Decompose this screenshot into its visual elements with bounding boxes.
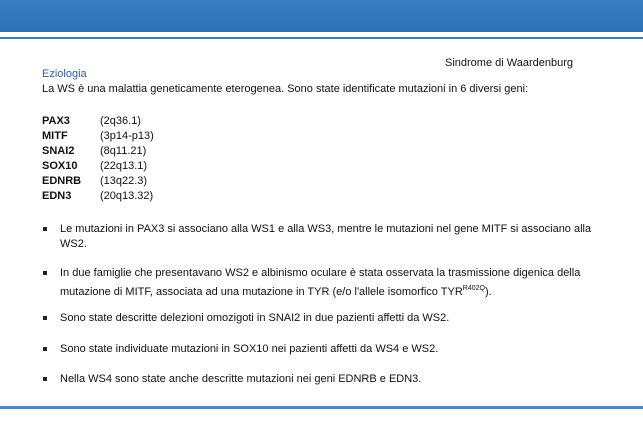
bullet-text: In due famiglie che presentavano WS2 e albinismo oculare è stata osservata la trasmissione digenica della mutazione di MITF, associata ad una mutazione in TYR (e/o l'allele isomorfico TYR [60,267,581,298]
header-divider [0,37,643,39]
bullet-item: Nella WS4 sono state anche descritte mutazioni nei geni EDNRB e EDN3. [42,372,421,387]
gene-row [42,189,154,204]
gene-name: EDNRB [42,175,82,188]
gene-row [42,129,154,144]
gene-locus: (8q11.21) [100,145,147,158]
gene-locus: (3p14-p13) [100,130,154,143]
slide-title: Sindrome di Waardenburg [445,57,573,69]
bullet-item: Sono state descritte delezioni omozigoti in SNAI2 in due pazienti affetti da WS2. [42,311,449,326]
gene-locus: (13q22.3) [100,175,148,188]
bullet-item [42,266,602,300]
gene-locus: (22q13.1) [100,160,148,173]
gene-row [42,174,154,189]
section-heading: Eziologia [42,68,87,80]
gene-name: SNAI2 [42,145,75,158]
gene-name: EDN3 [42,190,72,203]
footer-divider [0,406,643,409]
bullet-item: Le mutazioni in PAX3 si associano alla WS1 e alla WS3, mentre le mutazioni nel gene MITF si associano alla WS2. [42,222,602,252]
gene-row [42,114,154,129]
gene-list [42,114,154,205]
header-bar [0,0,643,32]
intro-text: La WS è una malattia geneticamente eterogenea. Sono state identificate mutazioni in 6 diversi geni: [42,83,529,95]
allele-superscript: R402Q [462,285,485,292]
gene-locus: (2q36.1) [100,115,141,127]
gene-name: PAX3 [42,115,70,127]
bullet-text-end: ). [484,286,492,298]
bullet-item: Sono state individuate mutazioni in SOX10 nei pazienti affetti da WS4 e WS2. [42,342,438,357]
gene-row [42,159,154,174]
gene-name: MITF [42,130,68,143]
gene-row [42,144,154,159]
gene-name: SOX10 [42,160,78,173]
gene-locus: (20q13.32) [100,190,154,203]
